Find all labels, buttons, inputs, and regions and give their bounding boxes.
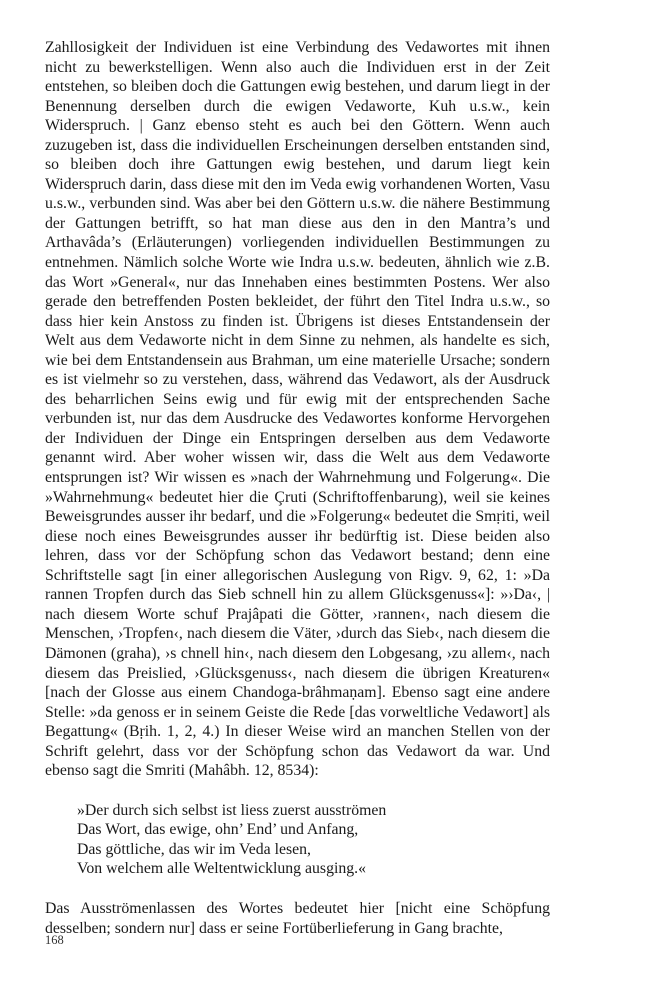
continuation-paragraph: Das Ausströmenlassen des Wortes bedeutet hier [nicht eine Schöpfung desselben; sondern nur] dass er seine Fortüberlieferung in Gang brachte, <box>45 899 550 937</box>
verse-line: Das Wort, das ewige, ohn’ End’ und Anfang, <box>77 821 359 839</box>
page-number: 168 <box>45 933 64 947</box>
main-paragraph: Zahllosigkeit der Individuen ist eine Verbindung des Vedawortes mit ihnen nicht zu bewerkstelligen. Wenn also auch die Individuen erst in der Zeit entstehen, so bleiben doch die Gattungen ewig bestehen, und darum liegt in der Benennung derselben durch die ewigen Vedaworte, Kuh u.s.w., kein Widerspruch. | Ganz ebenso steht es auch bei den Göttern. Wenn auch zuzugeben ist, dass die individuellen Erscheinungen derselben entstanden sind, so bleiben doch ihre Gattungen ewig bestehen, und darum liegt kein Widerspruch darin, dass diese mit den im Veda ewig vorhandenen Worten, Vasu u.s.w., verbunden sind. Was aber bei den Göttern u.s.w. die nähere Bestimmung der Gattungen betrifft, so hat man diese aus den in den Mantra’s und Arthavâda’s (Erläuterungen) vorliegenden individuellen Bestimmungen zu entnehmen. Nämlich solche Worte wie Indra u.s.w. bedeuten, ähnlich wie z.B. das Wort »General«, nur das Innehaben eines bestimmten Postens. Wer also gerade den betreffenden Posten bekleidet, der führt den Titel Indra u.s.w., so dass hier kein Anstoss zu finden ist. Übrigens ist dieses Entstandensein der Welt aus dem Vedaworte nicht in dem Sinne zu nehmen, als handelte es sich, wie bei dem Entstandensein aus Brahman, um eine materielle Ursache; sondern es ist vielmehr so zu verstehen, dass, während das Vedawort, als der Ausdruck des beharrlichen Seins ewig und für ewig mit der entsprechenden Sache verbunden ist, nur das dem Ausdrucke des Vedawortes konforme Hervorgehen der Individuen der Dinge ein Entspringen derselben aus dem Vedaworte genannt wird. Aber woher wissen wir, dass die Welt aus dem Vedaworte entsprungen ist? Wir wissen es »nach der Wahrnehmung und Folgerung«. Die »Wahrnehmung« bedeutet hier die Çruti (Schriftoffenbarung), weil sie keines Beweisgrundes ausser ihr bedarf, und die »Folgerung« bedeutet die Smṛiti, weil diese noch eines Beweisgrundes ausser ihr bedürftig ist. Diese beiden also lehren, dass vor der Schöpfung schon das Vedawort bestand; denn eine Schriftstelle sagt [in einer allegorischen Auslegung von Rigv. 9, 62, 1: »Da rannen Tropfen durch das Sieb schnell hin zu allem Glücksgenuss«]: »›Da‹, | nach diesem Worte schuf Prajâpati die Götter, ›rannen‹, nach diesem die Menschen, ›Tropfen‹, nach diesem die Väter, ›durch das Sieb‹, nach diesem die Dämonen (graha), ›s chnell hin‹, nach diesem den Lobgesang, ›zu allem‹, nach diesem das Preislied, ›Glücksgenuss‹, nach diesem die übrigen Kreaturen« [nach der Glosse aus einem Chandoga-brâhmaṇam]. Ebenso sagt eine andere Stelle: »da genoss er in seinem Geiste die Rede [das vorweltliche Vedawort] als Begattung« (Bṛih. 1, 2, 4.) In dieser Weise wird an manchen Stellen von der Schrift gelehrt, dass vor der Schöpfung schon das Vedawort da war. Und ebenso sagt die Smriti (Mahâbh. 12, 8534): <box>45 39 550 780</box>
verse-quote <box>77 801 550 879</box>
page-body <box>45 38 550 938</box>
verse-line: »Der durch sich selbst ist liess zuerst ausströmen <box>77 801 387 819</box>
verse-line: Das göttliche, das wir im Veda lesen, <box>77 840 311 858</box>
verse-line: Von welchem alle Weltentwicklung ausging.« <box>77 860 367 878</box>
